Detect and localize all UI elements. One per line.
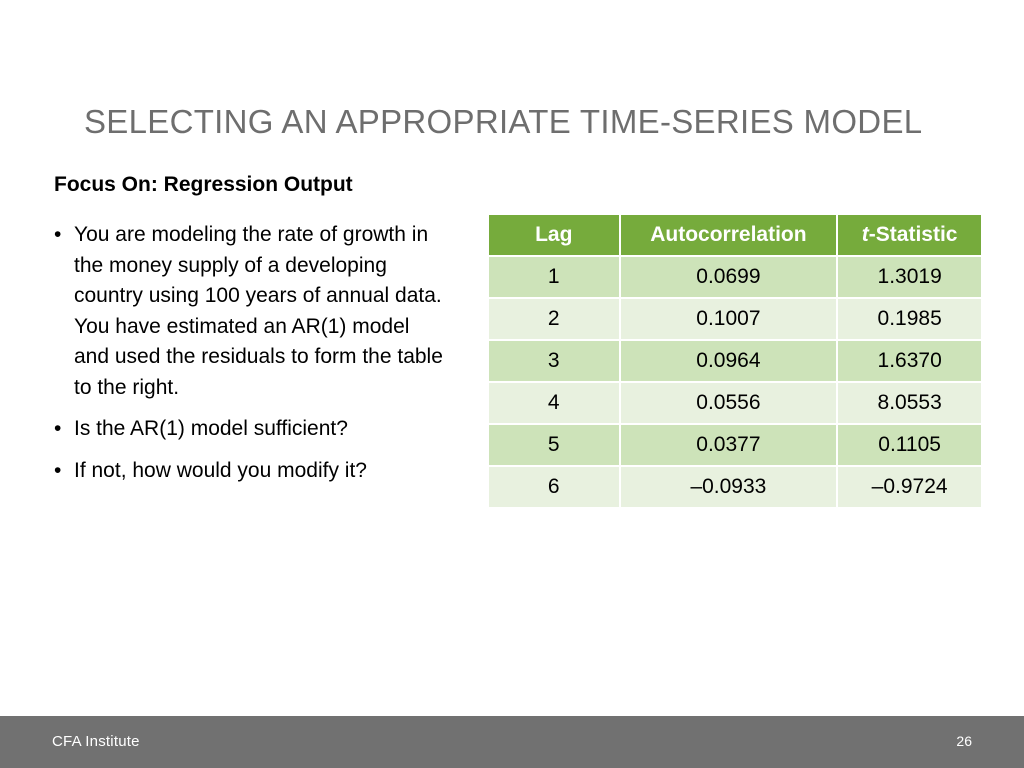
footer-organization: CFA Institute (52, 733, 140, 750)
header-lag: Lag (488, 214, 620, 256)
bullet-text: If not, how would you modify it? (74, 458, 367, 482)
cell-lag: 2 (488, 298, 620, 340)
cell-autocorrelation: 0.0964 (620, 340, 838, 382)
cell-autocorrelation: 0.0556 (620, 382, 838, 424)
cell-t-statistic: –0.9724 (837, 466, 982, 508)
table-row (488, 466, 982, 508)
header-autocorrelation: Autocorrelation (620, 214, 838, 256)
table-row (488, 382, 982, 424)
cell-lag: 1 (488, 256, 620, 298)
bullet-item (54, 220, 449, 403)
page-number: 26 (956, 733, 972, 749)
autocorrelation-table (487, 213, 983, 509)
cell-lag: 6 (488, 466, 620, 508)
footer-bar (0, 716, 1024, 768)
cell-t-statistic: 0.1985 (837, 298, 982, 340)
slide-title: SELECTING AN APPROPRIATE TIME-SERIES MODEL (84, 103, 923, 140)
bullet-text: Is the AR(1) model sufficient? (74, 417, 348, 440)
cell-lag: 3 (488, 340, 620, 382)
cell-t-statistic: 1.3019 (837, 256, 982, 298)
cell-lag: 5 (488, 424, 620, 466)
cell-autocorrelation: 0.0699 (620, 256, 838, 298)
table-row (488, 424, 982, 466)
bullet-item (54, 414, 449, 445)
table-header-row (488, 214, 982, 256)
cell-t-statistic: 1.6370 (837, 340, 982, 382)
subheading: Focus On: Regression Output (54, 173, 353, 196)
table-row (488, 340, 982, 382)
bullet-text: You are modeling the rate of growth in the money supply of a developing country using 100 years of annual data. You have estimated an AR(1) model and used the residuals to form the table to the right. (74, 223, 443, 399)
cell-autocorrelation: 0.1007 (620, 298, 838, 340)
header-t-rest: -Statistic (868, 223, 958, 246)
bullet-item (54, 456, 449, 487)
bullet-dot-icon: • (54, 417, 62, 440)
table-row (488, 256, 982, 298)
bullet-dot-icon: • (54, 223, 62, 246)
cell-autocorrelation: 0.0377 (620, 424, 838, 466)
table-row (488, 298, 982, 340)
cell-t-statistic: 8.0553 (837, 382, 982, 424)
bullet-dot-icon: • (54, 458, 62, 482)
cell-t-statistic: 0.1105 (837, 424, 982, 466)
header-t-italic: t (861, 223, 869, 246)
bullet-list (54, 220, 449, 497)
cell-autocorrelation: –0.0933 (620, 466, 838, 508)
cell-lag: 4 (488, 382, 620, 424)
header-t-statistic (837, 214, 982, 256)
